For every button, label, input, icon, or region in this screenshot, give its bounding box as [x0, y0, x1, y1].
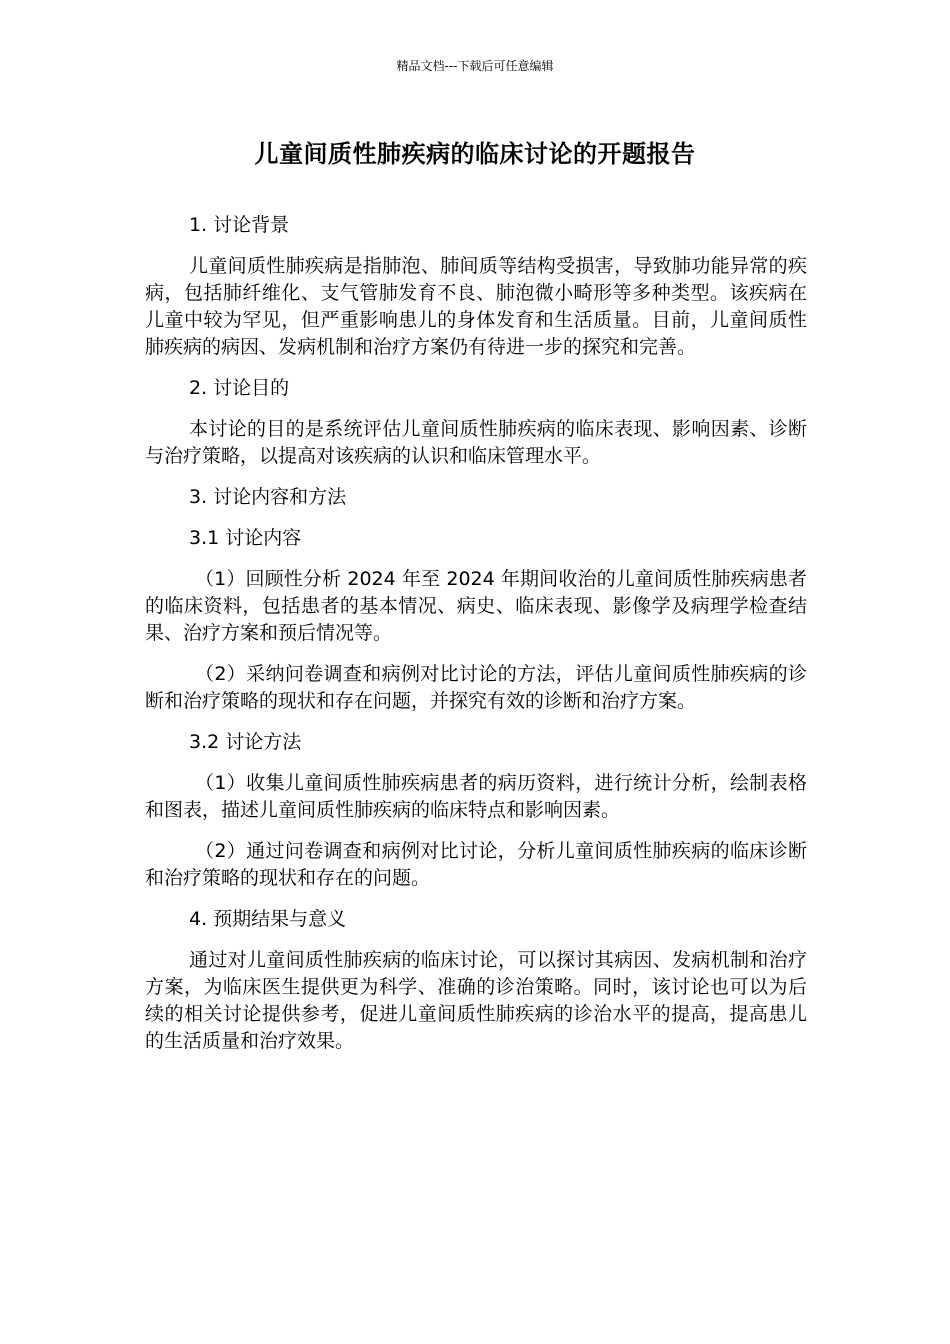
page-header: 精品文档---下载后可任意编辑 [396, 59, 554, 73]
section-4-heading: 4. 预期结果与意义 [189, 908, 347, 930]
section-2-paragraph: 本讨论的目的是系统评估儿童间质性肺疾病的临床表现、影响因素、诊断与治疗策略，以提高对该疾病的认识和临床管理水平。 [145, 418, 807, 467]
section-3-2-item-2: （2）通过问卷调查和病例对比讨论，分析儿童间质性肺疾病的临床诊断和治疗策略的现状和存在的问题。 [145, 840, 807, 889]
section-3-1-item-2: （2）采纳问卷调查和病例对比讨论的方法，评估儿童间质性肺疾病的诊断和治疗策略的现状和存在问题，并探究有效的诊断和治疗方案。 [145, 663, 807, 712]
section-3-heading: 3. 讨论内容和方法 [189, 486, 347, 508]
section-3-1-item-1: （1）回顾性分析 2024 年至 2024 年期间收治的儿童间质性肺疾病患者的临床资料，包括患者的基本情况、病史、临床表现、影像学及病理学检查结果、治疗方案和预后情况等。 [145, 568, 807, 644]
section-4-paragraph: 通过对儿童间质性肺疾病的临床讨论，可以探讨其病因、发病机制和治疗方案，为临床医生提供更为科学、准确的诊治策略。同时，该讨论也可以为后续的相关讨论提供参考，促进儿童间质性肺疾病的诊治水平的提高，提高患儿的生活质量和治疗效果。 [145, 949, 807, 1052]
section-1-paragraph: 儿童间质性肺疾病是指肺泡、肺间质等结构受损害，导致肺功能异常的疾病，包括肺纤维化、支气管肺发育不良、肺泡微小畸形等多种类型。该疾病在儿童中较为罕见，但严重影响患儿的身体发育和生活质量。目前，儿童间质性肺疾病的病因、发病机制和治疗方案仍有待进一步的探究和完善。 [145, 255, 807, 358]
section-3-1-heading: 3.1 讨论内容 [189, 527, 302, 549]
section-3-2-heading: 3.2 讨论方法 [189, 731, 302, 753]
section-1-heading: 1. 讨论背景 [189, 214, 290, 236]
section-2-heading: 2. 讨论目的 [189, 377, 290, 399]
section-3-2-item-1: （1）收集儿童间质性肺疾病患者的病历资料，进行统计分析，绘制表格和图表，描述儿童间质性肺疾病的临床特点和影响因素。 [145, 772, 807, 821]
document-title: 儿童间质性肺疾病的临床讨论的开题报告 [254, 140, 696, 168]
document-body [145, 212, 807, 1069]
